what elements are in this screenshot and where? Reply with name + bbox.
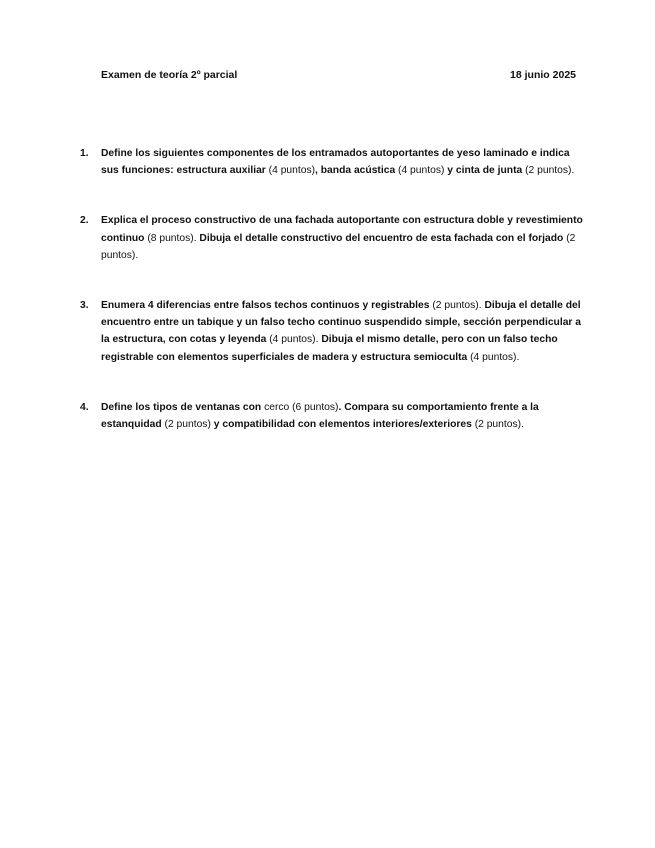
question-list: [80, 145, 590, 433]
question-4: [80, 399, 590, 433]
question-segment: y compatibilidad con elementos interiores/exteriores: [213, 419, 475, 431]
question-points: (2 puntos).: [101, 232, 576, 261]
exam-date: 18 junio 2025: [510, 69, 576, 81]
question-number: 4.: [80, 401, 89, 413]
question-number: 2.: [80, 215, 89, 227]
question-points: (4 puntos).: [470, 351, 520, 363]
question-text: [101, 300, 581, 363]
question-segment: . Compara su comportamiento frente a la estanquidad: [101, 401, 539, 431]
question-number: 1.: [80, 148, 89, 159]
question-points: cerco (6 puntos): [264, 401, 339, 413]
question-segment: Define los siguientes componentes de los entramados autoportantes de yeso laminado e indica sus funciones: estructura auxiliar: [101, 148, 570, 177]
question-text: [101, 402, 539, 430]
question-segment: Explica el proceso constructivo de una fachada autoportante con estructura doble y revestimiento continuo: [101, 215, 583, 244]
question-segment: Enumera 4 diferencias entre falsos techos continuos y registrables: [101, 300, 433, 312]
question-points: (8 puntos).: [147, 232, 200, 244]
question-segment: Dibuja el mismo detalle, pero con un falso techo registrable con elementos superficiales de madera y estructura semioculta: [101, 334, 558, 363]
question-segment: Dibuja el detalle del encuentro entre un tabique y un falso techo continuo suspendido simple, sección perpendicular a la estructura, con cotas y leyenda: [101, 300, 582, 346]
question-points: (2 puntos).: [525, 165, 575, 177]
question-1: [80, 145, 590, 179]
question-segment: y cinta de junta: [444, 165, 526, 177]
question-points: (2 puntos).: [432, 300, 485, 312]
question-points: (4 puntos).: [269, 334, 322, 346]
question-number: 3.: [80, 300, 89, 312]
question-3: [80, 297, 590, 366]
question-segment: , banda acústica: [315, 165, 399, 177]
question-points: (2 puntos): [164, 419, 214, 431]
question-segment: Dibuja el detalle constructivo del encuentro de esta fachada con el forjado: [199, 232, 567, 244]
exam-title: Examen de teoría 2º parcial: [101, 69, 238, 81]
question-2: [80, 212, 590, 264]
question-points: (4 puntos): [268, 165, 316, 177]
question-points: (2 puntos).: [474, 419, 524, 431]
question-points: (4 puntos): [398, 165, 445, 177]
question-segment: Define los tipos de ventanas con: [101, 401, 265, 413]
exam-header: [101, 69, 576, 81]
question-text: [101, 215, 583, 260]
question-text: [101, 148, 574, 176]
